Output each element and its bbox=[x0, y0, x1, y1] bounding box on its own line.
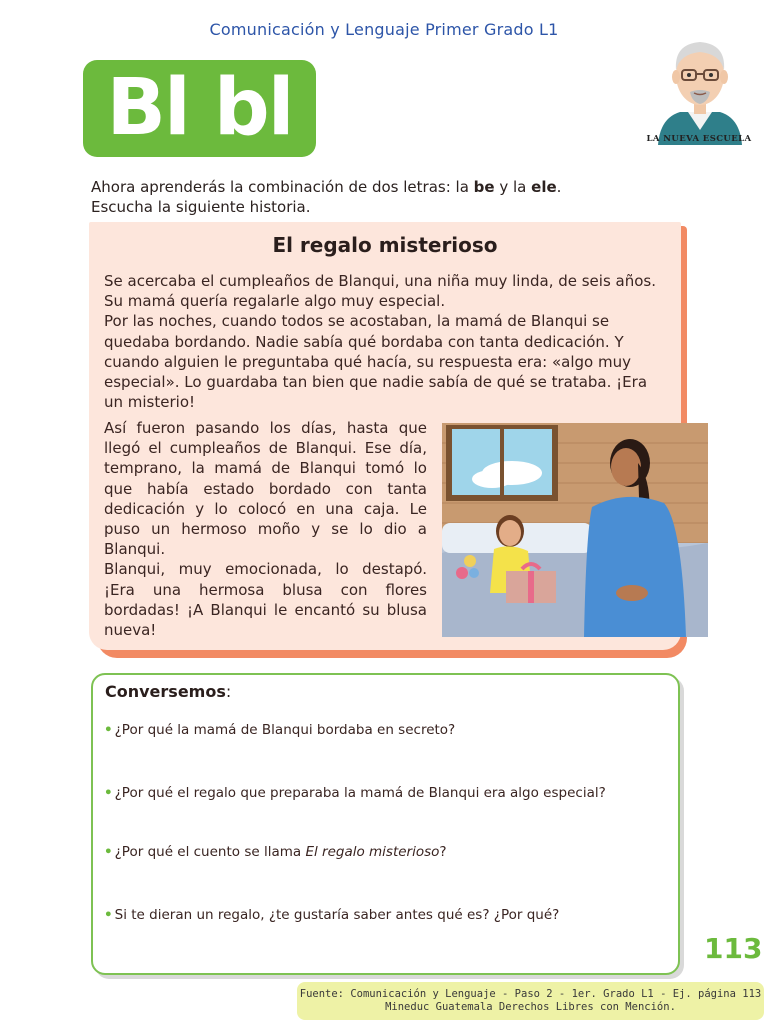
story-paragraph: Se acercaba el cumpleaños de Blanqui, una niña muy linda, de seis años. Su mamá quería regalarle algo muy especial. bbox=[104, 272, 656, 311]
conversemos-box bbox=[91, 673, 680, 975]
story-paragraph: Así fueron pasando los días, hasta que llegó el cumpleaños de Blanqui. Ese día, temprano, la mamá de Blanqui tomó lo que había estado bordado con tanta dedicación y lo colocó en una caja. Le puso un hermoso moño y se lo dio a Blanqui. bbox=[104, 419, 427, 559]
letter-badge: Bl bl bbox=[83, 60, 316, 157]
story-intro-paragraphs bbox=[104, 271, 666, 412]
bullet-icon: • bbox=[104, 907, 113, 923]
book-title: Comunicación y Lenguaje Primer Grado L1 bbox=[209, 20, 559, 39]
bullet-icon: • bbox=[104, 785, 113, 801]
bullet-icon: • bbox=[104, 722, 113, 738]
intro-text: Ahora aprenderás la combinación de dos letras: la be y la ele. Escucha la siguiente historia. bbox=[91, 178, 562, 216]
question-3: • ¿Por qué el cuento se llama El regalo misterioso? bbox=[104, 844, 447, 860]
story-illustration bbox=[442, 423, 708, 637]
story-paragraph: Blanqui, muy emocionada, lo destapó. ¡Era una hermosa blusa con flores bordadas! ¡A Blanqui le encantó su blusa nueva! bbox=[104, 560, 427, 640]
conversemos-title: Conversemos: bbox=[105, 682, 232, 701]
story-paragraph: Por las noches, cuando todos se acostaban, la mamá de Blanqui se quedaba bordando. Nadie sabía qué bordaba con tanta dedicación. Y cuando alguien le preguntaba qué hacía, su respuesta era: «algo muy especial». Lo guardaba tan bien que nadie sabía de qué se trataba. ¡Era un misterio! bbox=[104, 312, 648, 412]
teacher-mascot-icon bbox=[650, 30, 750, 145]
bullet-icon: • bbox=[104, 844, 113, 860]
story-title: El regalo misterioso bbox=[272, 233, 498, 257]
mascot-caption: LA NUEVA ESCUELA bbox=[646, 134, 752, 144]
source-citation: Fuente: Comunicación y Lenguaje - Paso 2 - 1er. Grado L1 - Ej. página 113 Mineduc Guatemala Derechos Libres con Mención. bbox=[297, 982, 764, 1020]
question-2: • ¿Por qué el regalo que preparaba la mamá de Blanqui era algo especial? bbox=[104, 785, 606, 801]
question-4: • Si te dieran un regalo, ¿te gustaría saber antes qué es? ¿Por qué? bbox=[104, 907, 560, 923]
story-closing-paragraphs bbox=[104, 418, 427, 640]
page-number: 113 bbox=[704, 932, 763, 965]
question-1: • ¿Por qué la mamá de Blanqui bordaba en secreto? bbox=[104, 722, 456, 738]
